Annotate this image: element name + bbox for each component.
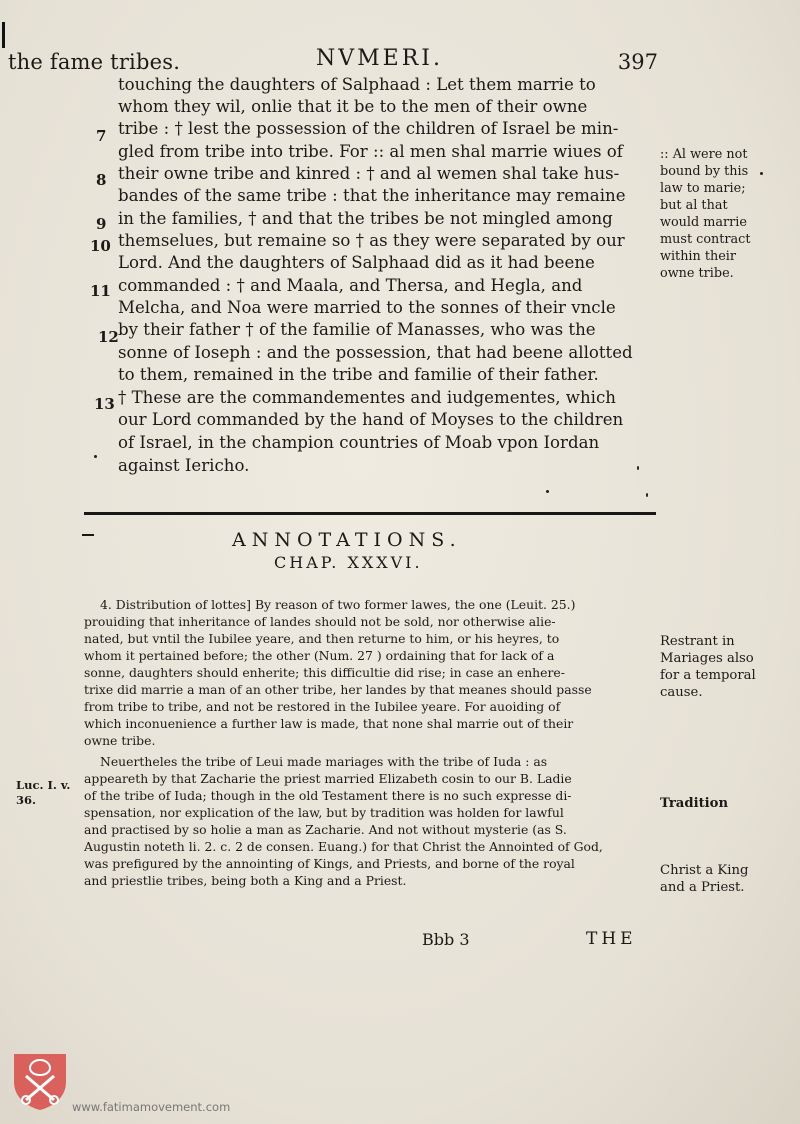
text-line: our Lord commanded by the hand of Moyses to the children — [118, 410, 624, 429]
annotation-line: whom it pertained before; the other (Num. 27 ) ordaining that for lack of a — [84, 648, 555, 663]
speck — [546, 490, 549, 493]
annotation-line: nated, but vntil the Iubilee yeare, and then returne to him, or his heyres, to — [84, 631, 560, 646]
margin-note-top — [660, 146, 775, 282]
text-line: Melcha, and Noa were married to the sonnes of their vncle — [118, 298, 616, 317]
text-line: bandes of the same tribe : that the inheritance may remaine — [118, 186, 626, 205]
annotation-margin-note: Mariages also — [660, 651, 754, 666]
text-line: touching the daughters of Salphaad : Let them marrie to — [118, 75, 596, 94]
section-rule — [84, 512, 656, 515]
catchword: THE — [586, 929, 637, 949]
text-line: Lord. And the daughters of Salphaad did as it had beene — [118, 253, 595, 272]
header-book-title: NVMERI. — [316, 46, 443, 71]
annotation-line: sonne, daughters should enherite; this difficultie did rise; in case an enhere- — [84, 665, 565, 680]
text-line: against Iericho. — [118, 456, 250, 475]
annotation-line: Neuertheles the tribe of Leui made mariages with the tribe of Iuda : as — [100, 754, 548, 769]
annotation-line: and practised by so holie a man as Zacharie. And not without mysterie (as S. — [84, 822, 567, 837]
annotation-line: appeareth by that Zacharie the priest married Elizabeth cosin to our B. Ladie — [84, 771, 572, 786]
left-margin-line: Luc. I. v. — [16, 778, 71, 792]
text-line: commanded : † and Maala, and Thersa, and Hegla, and — [118, 276, 583, 295]
margin-note-line: :: Al were not — [660, 147, 748, 162]
annotation-margin-note: for a temporal — [660, 668, 756, 683]
text-line: by their father † of the familie of Manasses, who was the — [118, 320, 596, 339]
margin-note-line: would marrie — [660, 215, 747, 230]
text-line: in the families, † and that the tribes be not mingled among — [118, 209, 613, 228]
edge-mark — [2, 22, 5, 48]
annotation-line: Augustin noteth li. 2. c. 2 de consen. Euang.) for that Christ the Annointed of God, — [84, 839, 603, 854]
annotation-margin-note: Christ a King — [660, 863, 749, 878]
margin-note-line: owne tribe. — [660, 266, 734, 281]
margin-note-line: law to marie; — [660, 181, 746, 196]
speck — [760, 172, 763, 175]
verse-number: 11 — [90, 282, 111, 300]
verse-number: 12 — [98, 328, 119, 346]
annotation-line: which inconuenience a further law is made, that none shal marrie out of their — [84, 716, 574, 731]
annotation-line: prouiding that inheritance of landes should not be sold, nor otherwise alie- — [84, 614, 556, 629]
speck — [637, 466, 639, 470]
annotation-line: was prefigured by the annointing of Kings, and Priests, and borne of the royal — [84, 856, 575, 871]
margin-note-line: must contract — [660, 232, 751, 247]
verse-number: 8 — [96, 171, 107, 189]
annotation-line: and priestlie tribes, being both a King and a Priest. — [84, 873, 407, 888]
verse-number: 13 — [94, 395, 115, 413]
annotation-margin-note: Restrant in — [660, 634, 735, 649]
margin-note-line: within their — [660, 249, 737, 264]
annotation-line: owne tribe. — [84, 733, 156, 748]
annotation-line: spensation, nor explication of the law, but by tradition was holden for lawful — [84, 805, 564, 820]
annotations-chapter: CHAP. XXXVI. — [274, 553, 423, 572]
text-line: of Israel, in the champion countries of Moab vpon Iordan — [118, 433, 600, 452]
signature-mark: Bbb 3 — [422, 930, 470, 949]
page-number: 397 — [617, 50, 658, 74]
annotation-line: from tribe to tribe, and not be restored in the Iubilee yeare. For auoiding of — [84, 699, 561, 714]
speck — [646, 493, 648, 497]
left-margin-line: 36. — [16, 793, 37, 807]
short-dash — [82, 534, 94, 536]
annotation-line: trixe did marrie a man of an other tribe, her landes by that meanes should passe — [84, 682, 592, 697]
text-line: gled from tribe into tribe. For :: al men shal marrie wiues of — [118, 142, 623, 161]
header-left: the fame tribes. — [8, 50, 181, 74]
text-line: themselues, but remaine so † as they were separated by our — [118, 231, 625, 250]
text-line: to them, remained in the tribe and familie of their father. — [118, 365, 599, 384]
text-line: sonne of Ioseph : and the possession, that had beene allotted — [118, 343, 633, 362]
annotation-line: of the tribe of Iuda; though in the old Testament there is no such expresse di- — [84, 788, 572, 803]
annotation-margin-note: cause. — [660, 685, 703, 700]
text-line: whom they wil, onlie that it be to the men of their owne — [118, 97, 588, 116]
annotation-margin-note: and a Priest. — [660, 880, 745, 895]
margin-note-line: bound by this — [660, 164, 749, 179]
left-margin-reference — [16, 778, 70, 808]
text-line: tribe : † lest the possession of the children of Israel be min- — [118, 119, 619, 138]
verse-number: 7 — [96, 127, 107, 145]
annotation-line: 4. Distribution of lottes] By reason of two former lawes, the one (Leuit. 25.) — [100, 597, 576, 612]
website-watermark: www.fatimamovement.com — [72, 1100, 231, 1114]
papal-keys-shield-icon — [12, 1052, 68, 1112]
margin-note-line: but al that — [660, 198, 728, 213]
annotation-margin-note: Tradition — [660, 796, 729, 811]
speck — [94, 455, 97, 458]
text-line: † These are the commandementes and iudgementes, which — [118, 388, 616, 407]
text-line: their owne tribe and kinred : † and al wemen shal take hus- — [118, 164, 620, 183]
verse-number: 10 — [90, 237, 111, 255]
annotations-title: ANNOTATIONS. — [232, 529, 462, 551]
verse-number: 9 — [96, 215, 107, 233]
